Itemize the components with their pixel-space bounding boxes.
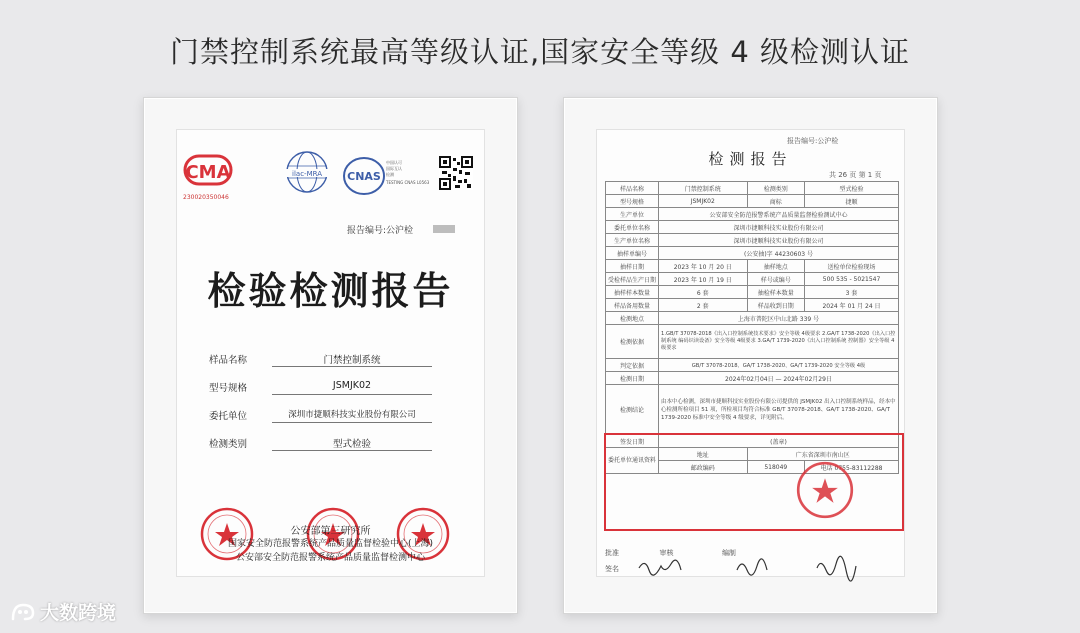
table-row [606, 247, 899, 260]
page-headline: 门禁控制系统最高等级认证,国家安全等级 4 级检测认证 [169, 35, 911, 69]
field-value: 门禁控制系统 [323, 355, 381, 366]
watermark-text: 大数跨境 [40, 602, 117, 624]
table-cell: 商标 [747, 195, 805, 208]
table-cell: 检测结论 [606, 385, 659, 435]
table-cell: 抽样样本数量 [606, 286, 659, 299]
redacted-number [433, 225, 455, 233]
table-row [606, 221, 899, 234]
field-label: 样品名称 [209, 355, 248, 366]
sign-label: 审核 [659, 549, 674, 557]
table-row [606, 286, 899, 299]
table-cell: 检测地点 [606, 312, 659, 325]
svg-text:国际互认: 国际互认 [386, 166, 402, 171]
field-underline [272, 450, 432, 451]
table-cell: 2024 年 01 月 24 日 [805, 299, 899, 312]
table-cell: 生产单位 [606, 208, 659, 221]
table-row [606, 234, 899, 247]
field-label: 委托单位 [209, 411, 248, 422]
table-cell: 送检单位检验现场 [805, 260, 899, 273]
brand-mark-icon [10, 601, 36, 623]
ilac-mra-logo-icon [280, 150, 334, 194]
table-cell: 检测日期 [606, 372, 659, 385]
table-cell: 2023 年 10 月 19 日 [659, 273, 748, 286]
field-value: 深圳市捷顺科技实业股份有限公司 [288, 410, 416, 420]
field-value: JSMJK02 [332, 380, 372, 391]
table-cell: 电话 0755-83112288 [805, 461, 899, 474]
table-cell: 广东省深圳市南山区 [747, 448, 898, 461]
table-row [606, 299, 899, 312]
report-table [605, 181, 899, 474]
right-report-paper [596, 129, 905, 577]
svg-text:CNAS: CNAS [347, 170, 381, 183]
left-certificate-paper [176, 129, 485, 577]
table-row [606, 312, 899, 325]
table-row [606, 385, 899, 435]
table-row [606, 273, 899, 286]
table-cell: 检测类别 [747, 182, 805, 195]
table-cell: 邮政编码 [659, 461, 748, 474]
page-indicator: 共 26 页 第 1 页 [829, 171, 882, 179]
table-cell: 样号或编号 [747, 273, 805, 286]
svg-text:检测: 检测 [386, 172, 394, 177]
table-cell: 3 套 [805, 286, 899, 299]
table-row [606, 325, 899, 359]
table-cell: 委托单位通讯资料 [606, 448, 659, 474]
table-row [606, 359, 899, 372]
table-cell: GB/T 37078-2018、GA/T 1738-2020、GA/T 1739-2020 安全等级 4级 [659, 359, 899, 372]
field-value: 型式检验 [332, 439, 371, 450]
table-cell: 2023 年 10 月 20 日 [659, 260, 748, 273]
table-cell: JSMJK02 [659, 195, 748, 208]
cnas-logo-icon [342, 152, 430, 198]
report-number-label: 报告编号:公沪检 [787, 137, 839, 145]
table-cell: (公安抽)字 44230603 号 [659, 247, 899, 260]
table-cell: 样品备用数量 [606, 299, 659, 312]
handwritten-signature-icon [637, 556, 867, 576]
table-row [606, 208, 899, 221]
table-cell: 公安部安全防范报警系统产品质量监督检验测试中心 [659, 208, 899, 221]
issuer-line: 公安部第三研究所 [290, 526, 371, 537]
table-cell: 深圳市捷顺科技实业股份有限公司 [659, 234, 899, 247]
table-cell: 深圳市捷顺科技实业股份有限公司 [659, 221, 899, 234]
table-cell: 样品收到日期 [747, 299, 805, 312]
field-underline [272, 394, 432, 395]
left-certificate-frame [143, 97, 518, 614]
svg-text:CMA: CMA [185, 162, 231, 183]
table-row [606, 195, 899, 208]
cma-code: 230020350046 [183, 194, 229, 201]
sign-label: 签名 [605, 565, 619, 573]
table-cell: 检测依据 [606, 325, 659, 359]
table-cell: 由本中心检测，深圳市捷顺科技实业股份有限公司提供的 JSMJK02 出入口控制系统样品，经本中心检测所检项目 51 项，所检项目均符合标准 GB/T 37078-2018、GA/T 1738-2020、GA/T 1739-2020 标准中安全等级 4 级要求，详见附后。 [659, 385, 899, 435]
table-row [606, 182, 899, 195]
table-cell: 1.GB/T 37078-2018《出入口控制系统技术要求》安全等级 4级要求 2.GA/T 1738-2020《出入口控制系统 编码识读设备》安全等级 4级要求 3.GA/T 1739-2020《出入口控制系统 控制器》安全等级 4级要求 [659, 325, 899, 359]
table-cell: 型式检验 [805, 182, 899, 195]
qr-code-icon [439, 156, 473, 190]
table-cell: 抽检样本数量 [747, 286, 805, 299]
table-cell: 518049 [747, 461, 805, 474]
table-cell: 生产单位名称 [606, 234, 659, 247]
table-cell: 抽样单编号 [606, 247, 659, 260]
sign-label: 编制 [721, 549, 736, 557]
field-label: 型号规格 [209, 383, 248, 394]
table-row [606, 372, 899, 385]
report-title: 检测报告 [708, 150, 793, 168]
table-cell: 门禁控制系统 [659, 182, 748, 195]
table-cell: 6 套 [659, 286, 748, 299]
table-cell: 抽样日期 [606, 260, 659, 273]
table-cell: 型号规格 [606, 195, 659, 208]
sign-label: 批准 [605, 549, 619, 557]
issuer-line: 国家安全防范报警系统产品质量监督检验中心(上海) [227, 539, 434, 549]
issuer-line: 公安部安全防范报警系统产品质量监督检测中心 [235, 553, 425, 563]
signature-row [605, 564, 619, 574]
table-cell: 捷顺 [805, 195, 899, 208]
svg-text:中国认可: 中国认可 [386, 160, 402, 165]
svg-text:ilac-MRA: ilac-MRA [292, 170, 322, 178]
field-label: 检测类别 [209, 439, 248, 450]
table-row [606, 260, 899, 273]
right-report-frame [563, 97, 938, 614]
certificate-title: 检验检测报告 [207, 268, 454, 313]
table-cell: 抽样地点 [747, 260, 805, 273]
table-cell: 2 套 [659, 299, 748, 312]
watermark-logo [10, 598, 116, 625]
table-cell: 地址 [659, 448, 748, 461]
table-cell: 样品名称 [606, 182, 659, 195]
svg-text:TESTING CNAS L0563: TESTING CNAS L0563 [386, 180, 430, 185]
table-cell: 签发日期 [606, 435, 659, 448]
table-cell: (盖章) [659, 435, 899, 448]
conclusion-highlight-box [604, 433, 904, 531]
table-cell: 上海市普陀区中山北路 339 号 [659, 312, 899, 325]
cma-logo-icon [183, 148, 233, 194]
table-cell: 500 535 - 5021547 [805, 273, 899, 286]
field-underline [272, 366, 432, 367]
field-underline [272, 422, 432, 423]
report-number-label: 报告编号:公沪检 [347, 226, 414, 236]
table-cell: 委托单位名称 [606, 221, 659, 234]
table-cell: 判定依据 [606, 359, 659, 372]
table-cell: 2024年02月04日 — 2024年02月29日 [659, 372, 899, 385]
table-cell: 受检样品生产日期 [606, 273, 659, 286]
